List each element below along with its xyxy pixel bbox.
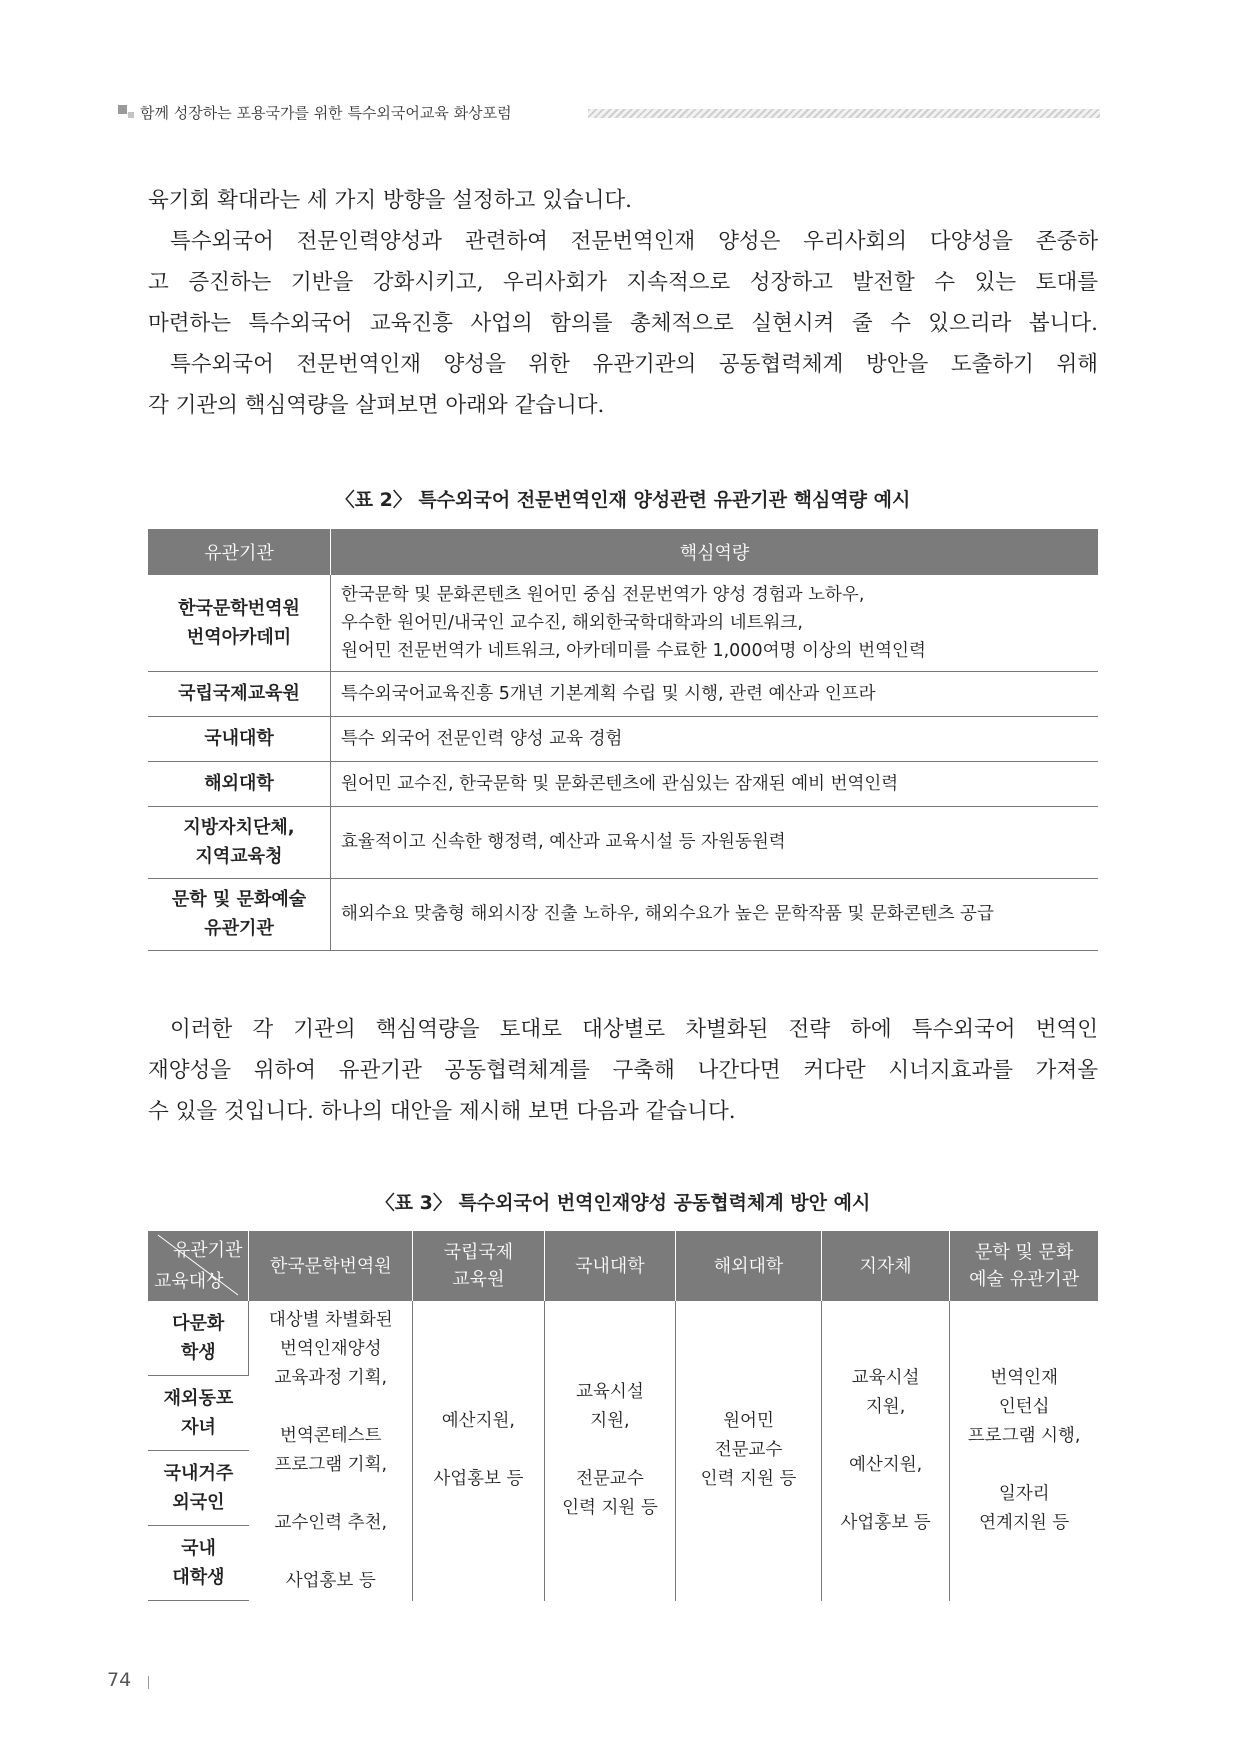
support-cell: 교육시설 지원, 예산지원, 사업홍보 등 bbox=[821, 1301, 950, 1601]
target-group-cell: 재외동포 자녀 bbox=[148, 1376, 249, 1451]
org-line: 지방자치단체, bbox=[183, 817, 295, 838]
table3-header-org: 문학 및 문화 예술 유관기관 bbox=[950, 1231, 1098, 1301]
table2-row bbox=[148, 716, 1098, 761]
paragraph-line: 각 기관의 핵심역량을 살펴보면 아래와 같습니다. bbox=[148, 393, 605, 418]
table2-row bbox=[148, 761, 1098, 806]
header-title: 함께 성장하는 포용국가를 위한 특수외국어교육 화상포럼 bbox=[140, 104, 512, 122]
capability-line: 원어민 전문번역가 네트워크, 아카데미를 수료한 1,000여명 이상의 번역인력 bbox=[341, 640, 926, 661]
table2-caption: 〈표 2〉 특수외국어 전문번역인재 양성관련 유관기관 핵심역량 예시 bbox=[335, 489, 911, 511]
table2-row bbox=[148, 806, 1098, 878]
org-line: 문학 및 문화예술 bbox=[171, 889, 307, 910]
paragraph-3 bbox=[148, 344, 1098, 426]
support-cell: 대상별 차별화된 번역인재양성 교육과정 기획, 번역콘테스트 프로그램 기획, 교수인력 추천, 사업홍보 등 bbox=[249, 1301, 413, 1601]
table3-header-org: 국립국제 교육원 bbox=[413, 1231, 545, 1301]
target-group-cell: 국내 대학생 bbox=[148, 1526, 249, 1601]
table3-header-org: 지자체 bbox=[821, 1231, 950, 1301]
table3-corner-header bbox=[148, 1231, 249, 1301]
capability-cell bbox=[331, 716, 1099, 761]
capability-cell bbox=[331, 671, 1099, 716]
capability-line: 특수외국어교육진흥 5개년 기본계획 수립 및 시행, 관련 예산과 인프라 bbox=[341, 683, 876, 704]
page-number: 74 bbox=[107, 1669, 132, 1691]
capability-line: 우수한 원어민/내국인 교수진, 해외한국학대학과의 네트워크, bbox=[341, 612, 803, 633]
org-line: 번역아카데미 bbox=[186, 626, 292, 648]
paragraph-line: 특수외국어 전문번역인재 양성을 위한 유관기관의 공동협력체계 방안을 도출하기 위해 bbox=[170, 352, 1098, 377]
org-cell bbox=[148, 716, 331, 761]
header-square-icon bbox=[118, 105, 127, 114]
org-line: 한국문학번역원 bbox=[178, 597, 300, 619]
paragraph-1 bbox=[148, 180, 1098, 221]
support-cell: 번역인재 인턴십 프로그램 시행, 일자리 연계지원 등 bbox=[967, 1367, 1081, 1533]
target-group-cell: 국내거주 외국인 bbox=[148, 1451, 249, 1526]
org-cell bbox=[148, 878, 331, 950]
table2-header-org: 유관기관 bbox=[148, 529, 331, 575]
org-line: 국내대학 bbox=[204, 728, 274, 749]
org-line: 유관기관 bbox=[204, 918, 274, 939]
paragraph-line: 특수외국어 전문인력양성과 관련하여 전문번역인재 양성은 우리사회의 다양성을 존중하 bbox=[170, 229, 1098, 254]
org-line: 국립국제교육원 bbox=[178, 683, 300, 704]
corner-label-org: 유관기관 bbox=[172, 1240, 243, 1261]
table3-row bbox=[148, 1301, 1098, 1376]
support-cell: 원어민 전문교수 인력 지원 등 bbox=[676, 1301, 822, 1601]
support-cell: 교육시설 지원, 전문교수 인력 지원 등 bbox=[544, 1301, 676, 1601]
capability-cell bbox=[331, 575, 1099, 671]
table3-header-org: 국내대학 bbox=[544, 1231, 676, 1301]
capability-line: 원어민 교수진, 한국문학 및 문화콘텐츠에 관심있는 잠재된 예비 번역인력 bbox=[341, 773, 899, 794]
capability-line: 특수 외국어 전문인력 양성 교육 경험 bbox=[341, 728, 623, 749]
org-cell bbox=[148, 575, 331, 671]
core-competency-table bbox=[148, 529, 1098, 951]
paragraph-2 bbox=[148, 221, 1098, 344]
target-group-cell: 다문화 학생 bbox=[148, 1301, 249, 1376]
table2-row bbox=[148, 878, 1098, 950]
cooperation-system-table bbox=[148, 1231, 1098, 1601]
table3-header-org: 해외대학 bbox=[676, 1231, 822, 1301]
header-hatch-bar bbox=[588, 109, 1100, 118]
capability-cell bbox=[331, 761, 1099, 806]
running-header bbox=[118, 100, 1100, 126]
table3-header-org: 한국문학번역원 bbox=[249, 1231, 413, 1301]
corner-label-target: 교육대상 bbox=[154, 1271, 224, 1292]
paragraph-line: 이러한 각 기관의 핵심역량을 토대로 대상별로 차별화된 전략 하에 특수외국어 번역인 bbox=[170, 1017, 1098, 1042]
capability-cell bbox=[331, 806, 1099, 878]
paragraph-4 bbox=[148, 1009, 1098, 1132]
org-line: 지역교육청 bbox=[195, 846, 283, 867]
paragraph-line: 육기회 확대라는 세 가지 방향을 설정하고 있습니다. bbox=[148, 188, 632, 213]
header-square-small-icon bbox=[128, 112, 134, 118]
paragraph-line: 수 있을 것입니다. 하나의 대안을 제시해 보면 다음과 같습니다. bbox=[148, 1099, 736, 1124]
org-cell bbox=[148, 761, 331, 806]
table2-header-capability: 핵심역량 bbox=[331, 529, 1099, 575]
capability-cell bbox=[331, 878, 1099, 950]
support-cell: 예산지원, 사업홍보 등 bbox=[413, 1301, 545, 1601]
capability-line: 효율적이고 신속한 행정력, 예산과 교육시설 등 자원동원력 bbox=[341, 832, 786, 852]
table2-row bbox=[148, 575, 1098, 671]
capability-line: 해외수요 맞춤형 해외시장 진출 노하우, 해외수요가 높은 문학작품 및 문화콘텐츠 공급 bbox=[341, 904, 994, 924]
paragraph-line: 마련하는 특수외국어 교육진흥 사업의 함의를 총체적으로 실현시켜 줄 수 있으리라 봅니다. bbox=[148, 311, 1098, 336]
table2-row bbox=[148, 671, 1098, 716]
org-line: 해외대학 bbox=[204, 773, 274, 794]
paragraph-line: 재양성을 위하여 유관기관 공동협력체계를 구축해 나간다면 커다란 시너지효과를 가져올 bbox=[148, 1058, 1098, 1083]
capability-line: 한국문학 및 문화콘텐츠 원어민 중심 전문번역가 양성 경험과 노하우, bbox=[341, 584, 865, 605]
paragraph-line: 고 증진하는 기반을 강화시키고, 우리사회가 지속적으로 성장하고 발전할 수 있는 토대를 bbox=[148, 270, 1098, 295]
org-cell bbox=[148, 806, 331, 878]
table3-caption: 〈표 3〉 특수외국어 번역인재양성 공동협력체계 방안 예시 bbox=[375, 1192, 871, 1214]
page-number-divider bbox=[148, 1676, 149, 1689]
org-cell bbox=[148, 671, 331, 716]
